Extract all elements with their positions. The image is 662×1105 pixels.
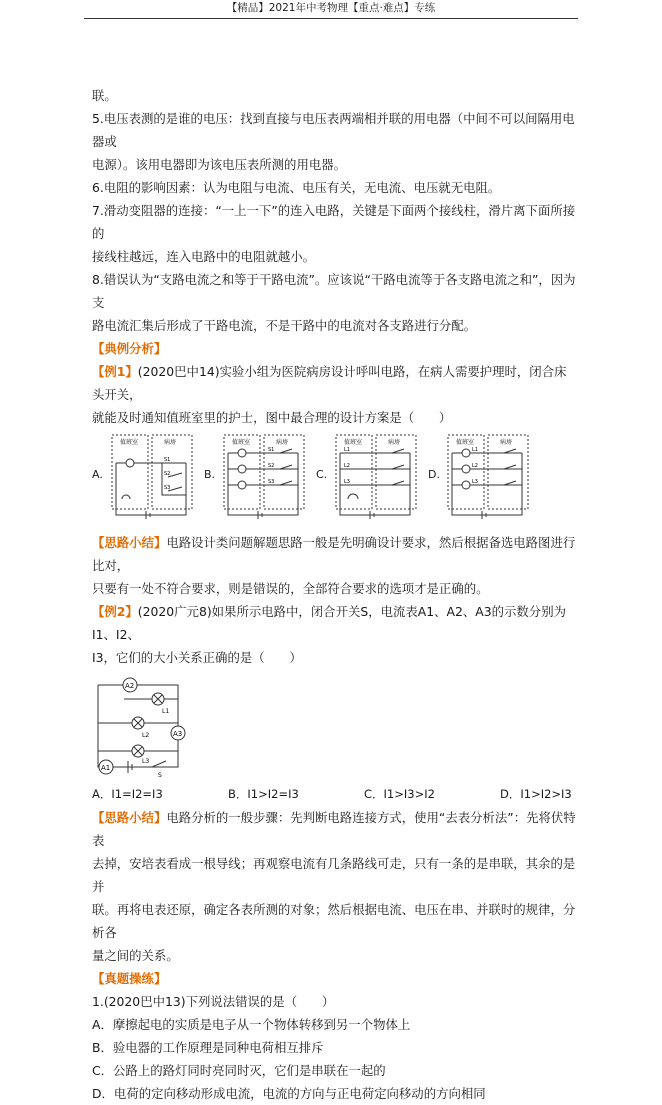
option-a: A．I1=I2=I3 bbox=[92, 787, 163, 801]
q1-option-c: C．公路上的路灯同时亮同时灭，它们是串联在一起的 bbox=[92, 1063, 386, 1078]
example1-line1 bbox=[92, 360, 576, 406]
duty-room-label: 值班室 bbox=[120, 439, 139, 446]
bell-icon bbox=[348, 494, 358, 499]
summary1-text: 电路设计类问题解题思路一般是先明确设计要求，然后根据备选电路图进行比对， bbox=[92, 535, 576, 573]
circuit-diagram-c bbox=[330, 433, 420, 521]
lamp-label: L3 bbox=[344, 479, 350, 485]
switch-label: S3 bbox=[268, 479, 275, 485]
lamp-label: L1 bbox=[344, 447, 350, 453]
text-line: 6.电阻的影响因素：认为电阻与电流、电压有关，无电流、电压就无电阻。 bbox=[92, 180, 501, 195]
option-d: D．I1>I2>I3 bbox=[500, 787, 572, 801]
summary2-line2: 去掉，安培表看成一根导线；再观察电流有几条路线可走，只有一条的是串联，其余的是并 bbox=[92, 856, 576, 894]
page-header: 【精品】2021年中考物理【重点·难点】专练 bbox=[84, 0, 578, 19]
circuit-diagram-a bbox=[106, 433, 196, 521]
summary1-line2: 只要有一处不符合要求，则是错误的，全部符合要求的选项才是正确的。 bbox=[92, 581, 489, 596]
document-body bbox=[92, 84, 576, 1105]
summary2-tag: 【思路小结】 bbox=[92, 810, 167, 825]
text-line: 7.滑动变阻器的连接：“一上一下”的连入电路，关键是下面两个接线柱，滑片离下面所接的 bbox=[92, 203, 576, 241]
switch-icon bbox=[392, 449, 404, 453]
option-label: A. bbox=[92, 468, 103, 481]
example2-line1 bbox=[92, 600, 576, 646]
q1-option-b: B．验电器的工作原理是同种电荷相互排斥 bbox=[92, 1040, 324, 1055]
text-line: 接线柱越远，连入电路中的电阻就越小。 bbox=[92, 249, 316, 264]
bell-icon bbox=[122, 495, 130, 499]
summary1-tag: 【思路小结】 bbox=[92, 535, 167, 550]
summary2-line3: 联。再将电表还原，确定各表所测的对象；然后根据电流、电压在串、并联时的规律，分析各 bbox=[92, 902, 576, 940]
q1-option-d: D．电荷的定向移动形成电流，电流的方向与正电荷定向移动的方向相同 bbox=[92, 1086, 486, 1101]
ward-label: 病房 bbox=[164, 439, 177, 446]
switch-label: S2 bbox=[268, 463, 275, 469]
switch-icon bbox=[504, 449, 516, 453]
example1-line2: 就能及时通知值班室里的护士，图中最合理的设计方案是（ ） bbox=[92, 410, 452, 425]
option-label: C. bbox=[316, 468, 328, 481]
option-c: C．I1>I3>I2 bbox=[364, 787, 435, 801]
lamp-icon bbox=[238, 481, 246, 489]
lamp-icon bbox=[462, 481, 470, 489]
lamp-label: L3 bbox=[142, 758, 150, 765]
text-line: 电源）。该用电器即为该电压表所测的用电器。 bbox=[92, 157, 347, 172]
example2-tag: 【例2】 bbox=[92, 604, 138, 619]
lamp-icon bbox=[238, 449, 246, 457]
ammeter-label: A1 bbox=[101, 764, 111, 772]
option-label: D. bbox=[428, 468, 440, 481]
duty-room-label: 值班室 bbox=[232, 439, 251, 446]
lamp-label: L1 bbox=[472, 447, 478, 453]
switch-icon bbox=[280, 481, 292, 485]
switch-icon bbox=[392, 465, 404, 469]
q1-option-a: A．摩擦起电的实质是电子从一个物体转移到另一个物体上 bbox=[92, 1017, 411, 1032]
ward-label: 病房 bbox=[500, 439, 513, 446]
duty-room-label: 值班室 bbox=[456, 439, 475, 446]
switch-label: S bbox=[158, 772, 162, 779]
lamp-icon bbox=[462, 449, 470, 457]
example2-line2: I3，它们的大小关系正确的是（ ） bbox=[92, 650, 302, 665]
ward-label: 病房 bbox=[388, 439, 401, 446]
circuit-diagram-b bbox=[218, 433, 308, 521]
example2-text: (2020广元8)如果所示电路中，闭合开关S，电流表A1、A2、A3的示数分别为I1、I2、 bbox=[92, 604, 566, 642]
lamp-label: L2 bbox=[472, 463, 478, 469]
switch-icon bbox=[504, 465, 516, 469]
text-line: 8.错误认为“支路电流之和等于干路电流”。应该说“干路电流等于各支路电流之和”，因为支 bbox=[92, 272, 576, 310]
switch-label: S3 bbox=[164, 485, 171, 491]
switch-icon bbox=[280, 465, 292, 469]
option-label: B. bbox=[204, 468, 216, 481]
ammeter-label: A2 bbox=[125, 682, 135, 690]
parallel-circuit-diagram bbox=[94, 671, 194, 779]
text-line: 5.电压表测的是谁的电压：找到直接与电压表两端相并联的用电器（中间不可以间隔用电器或 bbox=[92, 111, 575, 149]
lamp-icon bbox=[462, 465, 470, 473]
example2-options bbox=[92, 783, 576, 806]
q1-stem: 1.(2020巴中13)下列说法错误的是（ ） bbox=[92, 994, 335, 1009]
circuit-options-figure bbox=[92, 433, 576, 525]
ward-label: 病房 bbox=[276, 439, 289, 446]
text-line: 联。 bbox=[92, 88, 117, 103]
summary2-text: 电路分析的一般步骤：先判断电路连接方式，使用“去表分析法”：先将伏特表 bbox=[92, 810, 576, 848]
switch-icon bbox=[504, 481, 516, 485]
text-line: 路电流汇集后形成了干路电流，不是干路中的电流对各支路进行分配。 bbox=[92, 318, 477, 333]
summary2-line1 bbox=[92, 806, 576, 852]
switch-icon bbox=[392, 481, 404, 485]
ammeter-label: A3 bbox=[173, 730, 183, 738]
switch-label: S1 bbox=[164, 457, 171, 463]
lamp-label: L1 bbox=[162, 708, 170, 715]
example1-text: (2020巴中14)实验小组为医院病房设计呼叫电路，在病人需要护理时，闭合床头开关， bbox=[92, 364, 567, 402]
duty-room-label: 值班室 bbox=[344, 439, 363, 446]
example1-tag: 【例1】 bbox=[92, 364, 138, 379]
circuit-figure-2 bbox=[92, 671, 576, 781]
option-b: B．I1>I2=I3 bbox=[228, 787, 299, 801]
switch-label: S2 bbox=[164, 471, 171, 477]
switch-label: S1 bbox=[268, 447, 275, 453]
switch-icon bbox=[280, 449, 292, 453]
section-heading-example: 【典例分析】 bbox=[92, 341, 167, 356]
summary1-line1 bbox=[92, 531, 576, 577]
summary2-line4: 量之间的关系。 bbox=[92, 948, 179, 963]
switch-icon bbox=[152, 761, 166, 767]
lamp-icon bbox=[238, 465, 246, 473]
section-heading-practice: 【真题操练】 bbox=[92, 971, 167, 986]
circuit-diagram-d bbox=[442, 433, 532, 521]
lamp-icon bbox=[126, 459, 134, 467]
lamp-label: L3 bbox=[472, 479, 478, 485]
lamp-label: L2 bbox=[344, 463, 350, 469]
lamp-label: L2 bbox=[142, 732, 150, 739]
